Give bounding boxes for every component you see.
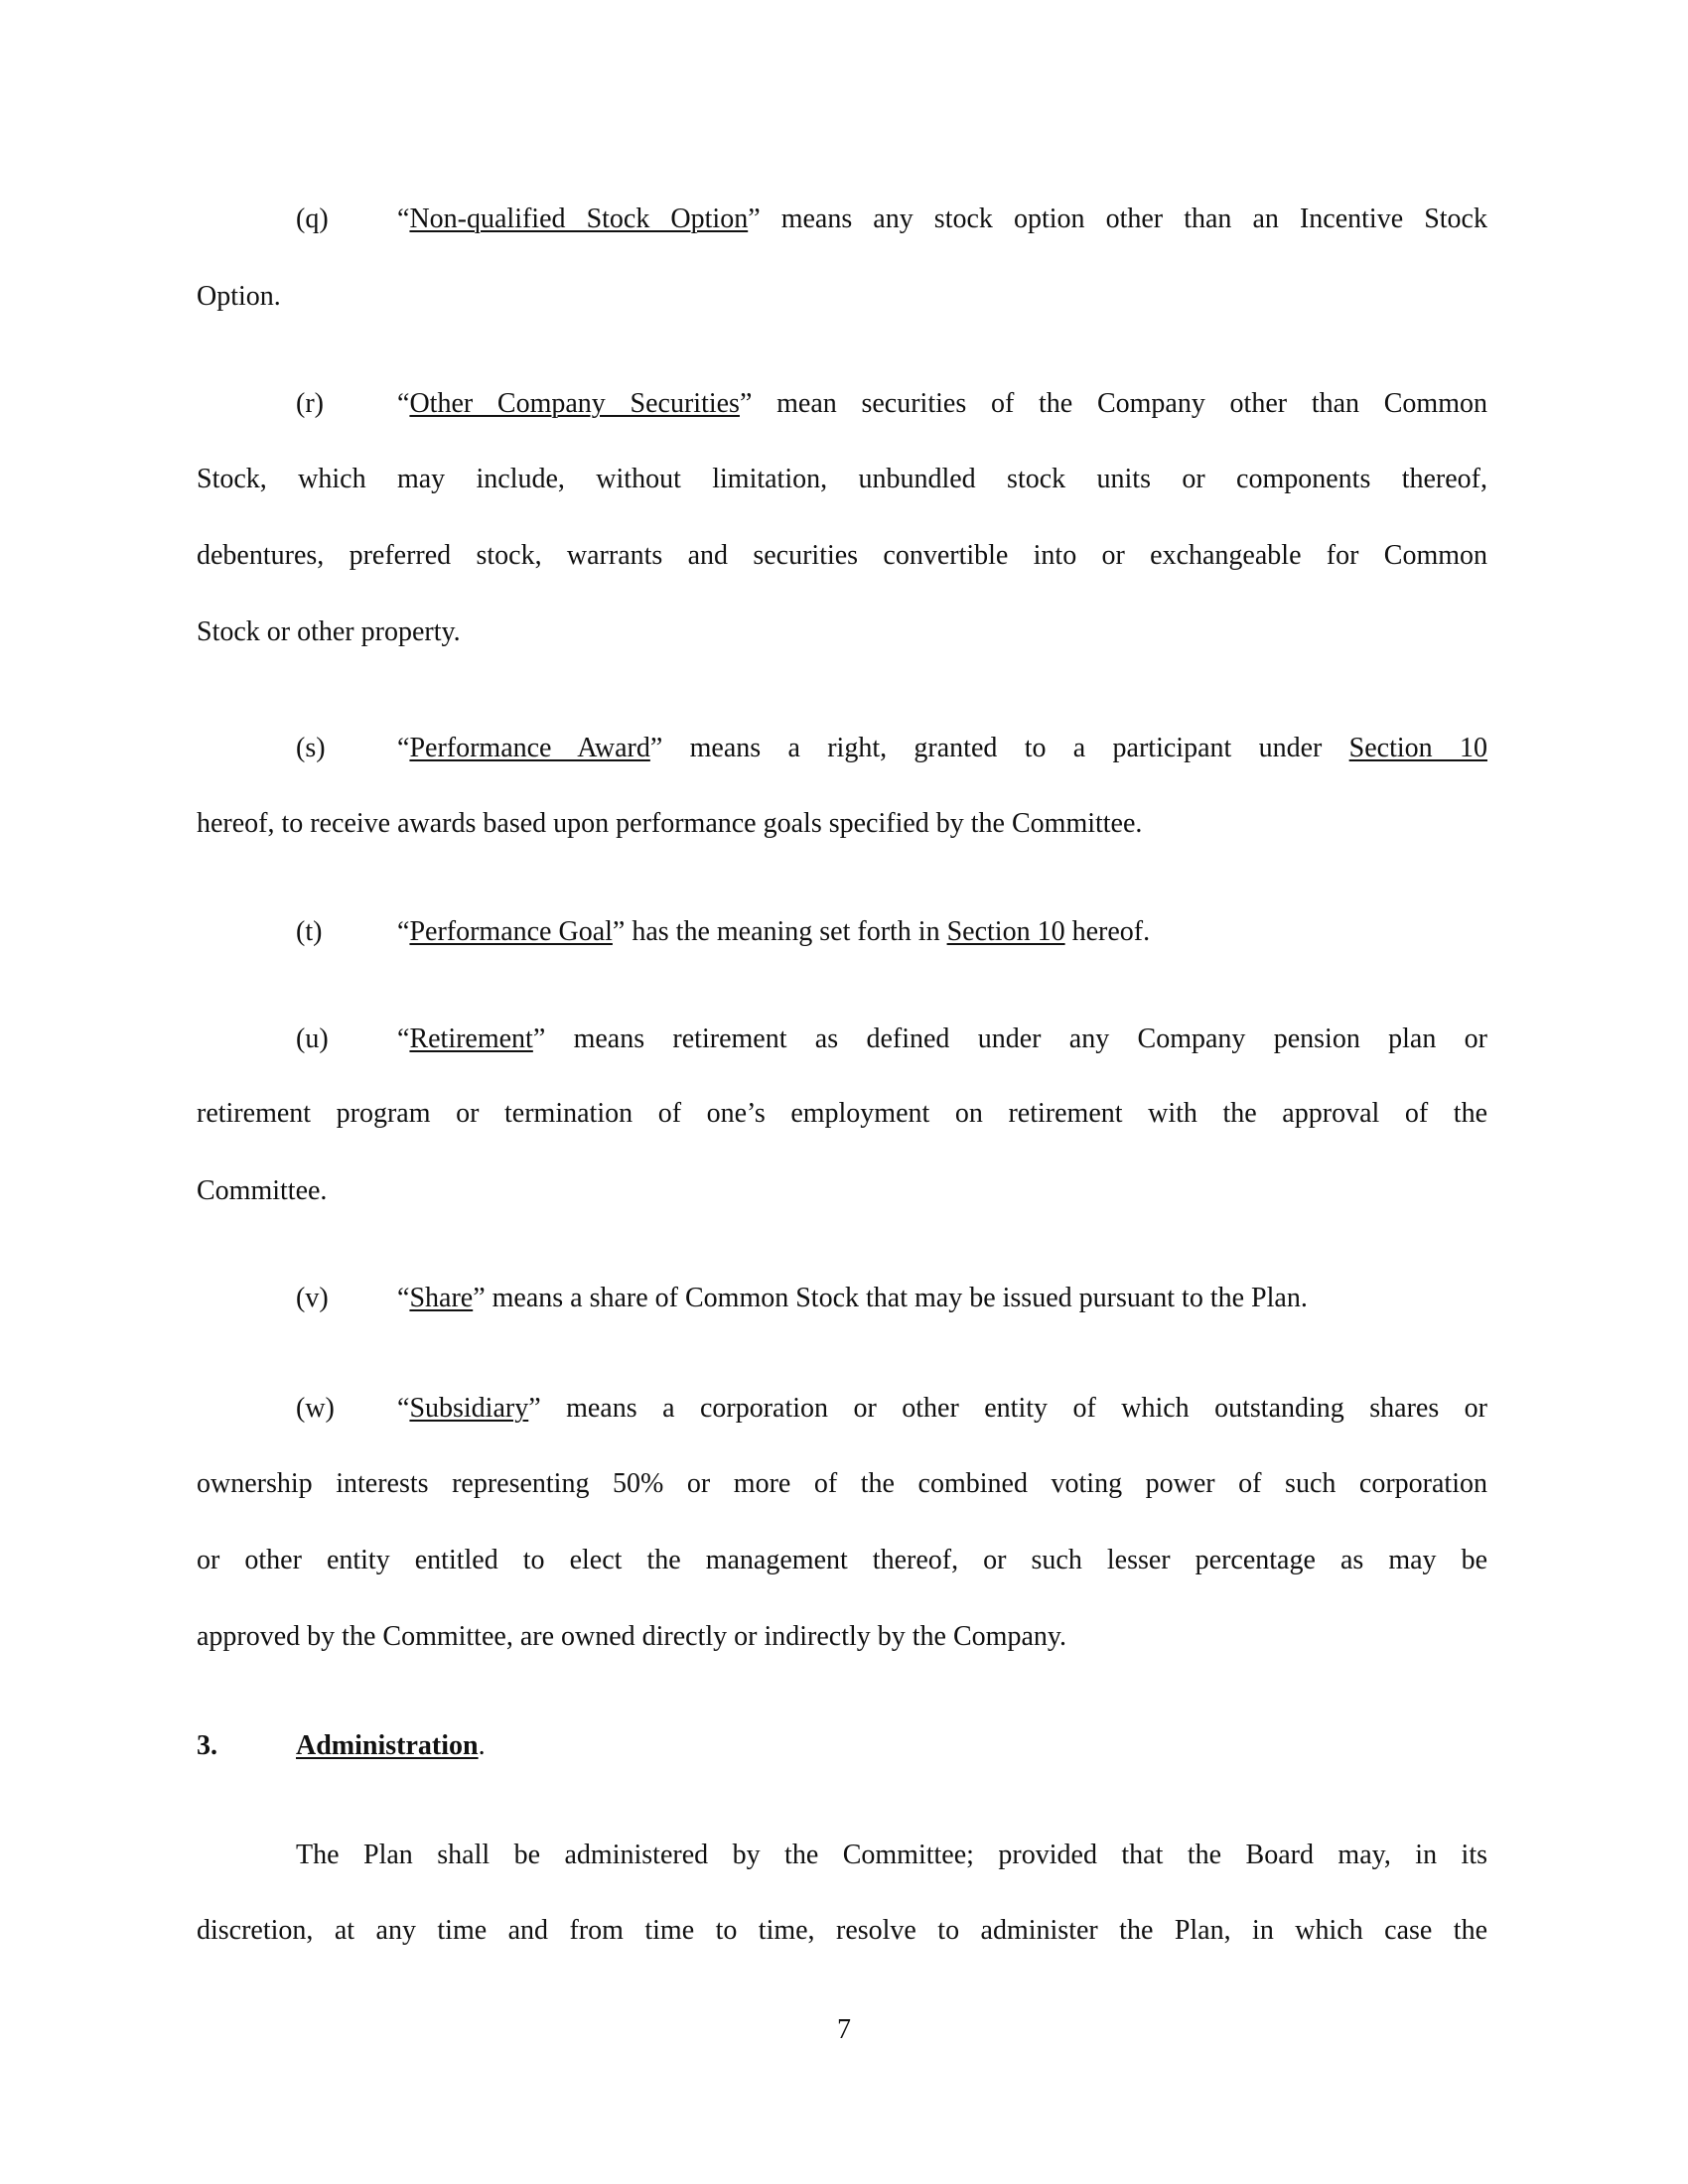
definition-u-line-2: retirement program or termination of one’s employment on retirement with the approval of the [197, 1098, 1487, 1129]
definition-s-line-2: hereof, to receive awards based upon performance goals specified by the Committee. [197, 808, 1143, 839]
definition-label: (r) [296, 388, 324, 419]
defined-term: Share [409, 1283, 474, 1313]
defined-term: Other Company Securities [409, 388, 740, 419]
definition-w-line-3: or other entity entitled to elect the management thereof, or such lesser percentage as may be [197, 1545, 1487, 1575]
defined-term: Performance Goal [409, 916, 613, 947]
page-number: 7 [837, 2014, 851, 2045]
defined-term: Non-qualified Stock Option [409, 204, 749, 234]
definition-r-line-2: Stock, which may include, without limitation, unbundled stock units or components thereof, [197, 464, 1487, 494]
definition-u-line-3: Committee. [197, 1175, 328, 1206]
section-paragraph-line-1: The Plan shall be administered by the Committee; provided that the Board may, in its [296, 1840, 1487, 1870]
defined-term: Performance Award [409, 733, 650, 763]
definition-s-line-1: (s) “Performance Award” means a right, granted to a participant under Section 10 [296, 733, 1487, 763]
definition-label: (t) [296, 916, 323, 947]
section-reference: Section 10 [1348, 733, 1487, 763]
definition-label: (w) [296, 1393, 335, 1424]
definition-q-line-2: Option. [197, 281, 281, 312]
section-reference: Section 10 [946, 916, 1065, 947]
section-title: Administration [296, 1730, 479, 1761]
definition-w-line-1: (w) “Subsidiary” means a corporation or other entity of which outstanding shares or [296, 1393, 1487, 1424]
definition-r-line-4: Stock or other property. [197, 616, 461, 647]
definition-u-line-1: (u) “Retirement” means retirement as defined under any Company pension plan or [296, 1024, 1487, 1054]
definition-r-line-1: (r) “Other Company Securities” mean securities of the Company other than Common [296, 388, 1487, 419]
defined-term: Subsidiary [409, 1393, 529, 1424]
definition-w-line-4: approved by the Committee, are owned directly or indirectly by the Company. [197, 1621, 1067, 1652]
definition-label: (v) [296, 1283, 329, 1313]
section-number: 3. [197, 1730, 217, 1761]
definition-label: (q) [296, 204, 329, 234]
definition-w-line-2: ownership interests representing 50% or more of the combined voting power of such corporation [197, 1468, 1487, 1499]
definition-t-line-1: (t) “Performance Goal” has the meaning set forth in Section 10 hereof. [296, 916, 1151, 947]
section-heading: 3. Administration. [197, 1730, 486, 1761]
definition-r-line-3: debentures, preferred stock, warrants and securities convertible into or exchangeable for Common [197, 540, 1487, 571]
defined-term: Retirement [409, 1024, 533, 1054]
definition-q-line-1: (q) “Non-qualified Stock Option” means any stock option other than an Incentive Stock [296, 204, 1487, 234]
section-paragraph-line-2: discretion, at any time and from time to time, resolve to administer the Plan, in which case the [197, 1915, 1487, 1946]
definition-label: (u) [296, 1024, 329, 1054]
definition-v-line-1: (v) “Share” means a share of Common Stock that may be issued pursuant to the Plan. [296, 1283, 1308, 1313]
definition-label: (s) [296, 733, 326, 763]
